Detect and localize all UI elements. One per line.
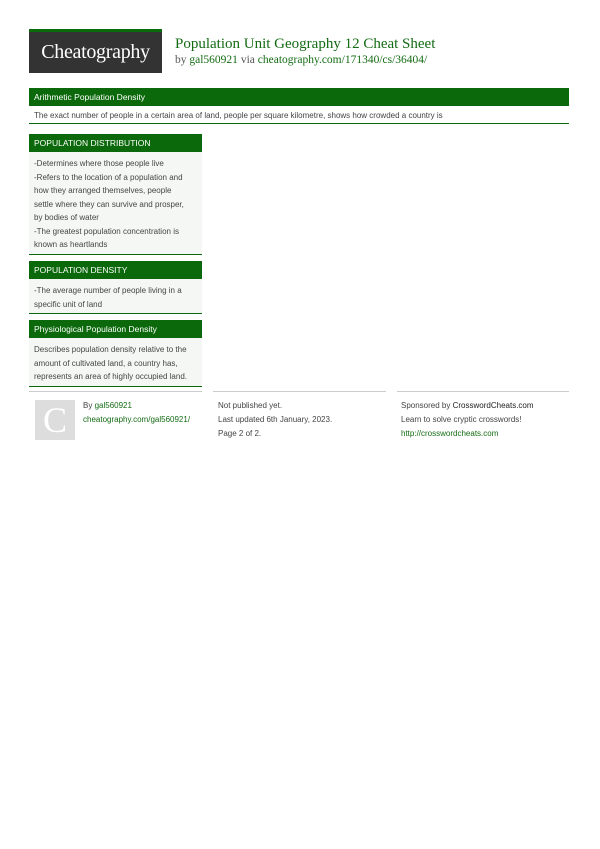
section-physiological-density (29, 320, 202, 387)
footer-author-link[interactable]: gal560921 (94, 401, 132, 410)
cheatography-logo[interactable] (29, 29, 162, 73)
section-heading: Physiological Population Density (29, 320, 202, 338)
section-arithmetic-density (29, 88, 569, 124)
text-line: -The greatest population concentration is (34, 226, 179, 236)
text-line: specific unit of land (34, 299, 103, 309)
by-label: by (175, 54, 187, 66)
section-population-density (29, 261, 202, 314)
text-line: settle where they can survive and prosper, (34, 199, 184, 209)
footer-sponsor-column (397, 391, 569, 441)
published-status: Not published yet. (218, 401, 283, 410)
sponsor-line (401, 399, 569, 413)
text-line: represents an area of highly occupied land. (34, 372, 187, 381)
sponsor-name: CrosswordCheats.com (452, 401, 534, 410)
sheet-url-link[interactable]: cheatography.com/171340/cs/36404/ (257, 54, 428, 66)
footer-by-label: By (83, 401, 93, 410)
footer-meta-column (213, 391, 386, 441)
section-body (29, 338, 202, 387)
footer-author-url[interactable]: cheatography.com/gal560921/ (83, 415, 191, 424)
byline (175, 54, 427, 66)
footer-byline (83, 399, 202, 413)
section-population-distribution (29, 134, 202, 255)
text-line: how they arranged themselves, people (34, 186, 172, 195)
page-number: Page 2 of 2. (218, 429, 262, 438)
text-line: Describes population density relative to the (34, 345, 187, 354)
text-line: -The average number of people living in a (34, 286, 182, 295)
sponsor-tagline: Learn to solve cryptic crosswords! (401, 415, 522, 424)
section-heading: Arithmetic Population Density (29, 88, 569, 106)
text-line: -Refers to the location of a population and (34, 172, 183, 182)
avatar: C (35, 400, 75, 440)
sponsor-prefix: Sponsored by (401, 401, 451, 410)
sponsor-url-link[interactable]: http://crosswordcheats.com (401, 429, 499, 438)
text-line: known as heartlands (34, 240, 108, 249)
footer-author-column (29, 391, 202, 449)
text-line: -Determines where those people live (34, 159, 164, 168)
section-text: The exact number of people in a certain area of land, people per square kilometre, shows how crowded a country is (29, 106, 569, 124)
section-heading: POPULATION DISTRIBUTION (29, 134, 202, 152)
section-heading: POPULATION DENSITY (29, 261, 202, 279)
page-title: Population Unit Geography 12 Cheat Sheet (175, 36, 436, 52)
text-line: amount of cultivated land, a country has, (34, 358, 178, 368)
text-line: by bodies of water (34, 213, 99, 222)
author-link[interactable]: gal560921 (189, 54, 238, 66)
last-updated: Last updated 6th January, 2023. (218, 415, 333, 424)
section-body (29, 279, 202, 314)
section-body (29, 152, 202, 255)
via-label: via (240, 54, 255, 66)
logo-text: Cheatography (41, 41, 150, 63)
